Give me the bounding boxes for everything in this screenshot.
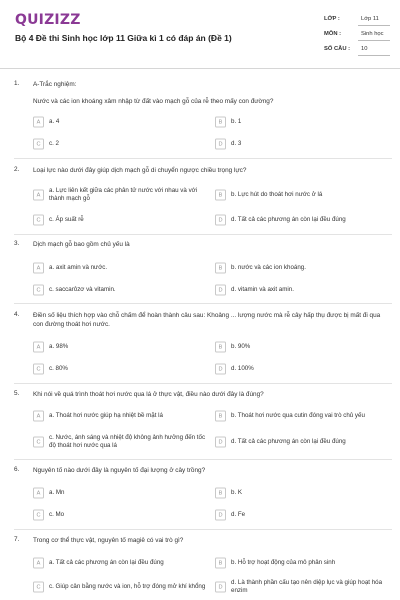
option-text: c. Giúp cân bằng nước và ion, hỗ trợ đóng mở khí khổng — [49, 583, 206, 590]
option-letter-box: D — [215, 139, 226, 150]
question-number: 3. — [14, 240, 20, 247]
question-text: Loại lực nào dưới đây giúp dịch mạch gỗ di chuyển ngược chiều trọng lực? — [33, 167, 247, 174]
answer-option-b[interactable] — [215, 340, 393, 354]
question-number: 6. — [14, 466, 20, 473]
option-letter-box: A — [33, 117, 44, 128]
option-text: d. Là thành phần cấu tạo nên diệp lục và giúp hoạt hóa enzim — [231, 579, 383, 594]
option-text: b. 1 — [231, 118, 242, 125]
meta-count-label: SỐ CÂU : — [324, 46, 351, 52]
header-divider — [0, 68, 400, 69]
option-letter-box: C — [33, 510, 44, 521]
question-number: 2. — [14, 166, 20, 173]
option-text: a. Thoát hơi nước giúp hạ nhiệt bề mặt lá — [49, 412, 163, 419]
option-text: b. 90% — [231, 343, 251, 350]
answer-option-c[interactable] — [33, 432, 211, 452]
answer-option-c[interactable] — [33, 577, 211, 597]
meta-subject-label: MÔN : — [324, 31, 342, 37]
question-text: Dịch mạch gỗ bao gồm chủ yếu là — [33, 241, 130, 248]
option-letter-box: B — [215, 117, 226, 128]
option-letter-box: C — [33, 215, 44, 226]
meta-subject-line — [358, 40, 390, 41]
option-text: a. Lực liên kết giữa các phân tử nước với nhau và với thành mạch gỗ — [49, 187, 198, 202]
meta-class-value: Lớp 11 — [361, 16, 379, 22]
option-text: a. Mn — [49, 489, 65, 496]
answer-option-b[interactable] — [215, 409, 393, 423]
answer-option-a[interactable] — [33, 486, 211, 500]
option-letter-box: D — [215, 582, 226, 593]
answer-option-b[interactable] — [215, 115, 393, 129]
meta-class-line — [358, 25, 390, 26]
option-letter-box: C — [33, 364, 44, 375]
option-text: d. Tất cả các phương án còn lại đều đúng — [231, 438, 346, 445]
meta-class-label: LỚP : — [324, 16, 340, 22]
question-divider — [14, 234, 392, 235]
option-letter-box: A — [33, 342, 44, 353]
question-text: Nước và các ion khoáng xâm nhập từ đất vào mạch gỗ của rễ theo mấy con đường? — [33, 98, 274, 105]
option-letter-box: A — [33, 411, 44, 422]
option-letter-box: C — [33, 285, 44, 296]
option-letter-box: C — [33, 437, 44, 448]
option-letter-box: C — [33, 582, 44, 593]
option-text: d. Fe — [231, 511, 246, 518]
answer-option-d[interactable] — [215, 577, 393, 597]
answer-option-d[interactable] — [215, 362, 393, 376]
option-text: d. Tất cả các phương án còn lại đều đúng — [231, 216, 346, 223]
question-text: Khi nói về quá trình thoát hơi nước qua lá ở thực vật, điều nào dưới đây là đúng? — [33, 391, 264, 398]
worksheet-title: Bộ 4 Đề thi Sinh học lớp 11 Giữa kì 1 có đáp án (Đề 1) — [15, 33, 232, 43]
option-text: c. saccarôzơ và vitamin. — [49, 286, 116, 293]
option-letter-box: B — [215, 488, 226, 499]
answer-option-a[interactable] — [33, 409, 211, 423]
option-text: c. 80% — [49, 365, 68, 372]
answer-option-d[interactable] — [215, 137, 393, 151]
option-letter-box: B — [215, 558, 226, 569]
question-divider — [14, 529, 392, 530]
answer-option-c[interactable] — [33, 508, 211, 522]
answer-option-c[interactable] — [33, 213, 211, 227]
option-text: b. Hỗ trợ hoạt động của mô phân sinh — [231, 559, 336, 566]
option-letter-box: A — [33, 488, 44, 499]
option-text: a. 4 — [49, 118, 60, 125]
answer-option-b[interactable] — [215, 556, 393, 570]
answer-option-a[interactable] — [33, 115, 211, 129]
answer-option-d[interactable] — [215, 432, 393, 452]
option-text: d. 3 — [231, 140, 242, 147]
question-divider — [14, 383, 392, 384]
option-text: a. axit amin và nước. — [49, 264, 108, 271]
option-letter-box: A — [33, 263, 44, 274]
option-letter-box: A — [33, 190, 44, 201]
answer-option-c[interactable] — [33, 283, 211, 297]
question-text: Trong cơ thể thực vật, nguyên tố magiê có vai trò gì? — [33, 537, 184, 544]
option-text: b. Thoát hơi nước qua cutin đóng vai trò chủ yếu — [231, 412, 365, 419]
answer-option-d[interactable] — [215, 508, 393, 522]
option-text: c. 2 — [49, 140, 59, 147]
question-number: 1. — [14, 80, 20, 87]
option-letter-box: A — [33, 558, 44, 569]
question-number: 5. — [14, 390, 20, 397]
option-text: b. Lực hút do thoát hơi nước ở lá — [231, 191, 323, 198]
answer-option-b[interactable] — [215, 261, 393, 275]
meta-subject-value: Sinh học — [361, 31, 384, 37]
option-letter-box: C — [33, 139, 44, 150]
question-text: Nguyên tố nào dưới đây là nguyên tố đại lượng ở cây trồng? — [33, 467, 206, 474]
answer-option-c[interactable] — [33, 137, 211, 151]
answer-option-b[interactable] — [215, 185, 393, 205]
option-text: a. Tất cả các phương án còn lại đều đúng — [49, 559, 164, 566]
answer-option-c[interactable] — [33, 362, 211, 376]
option-letter-box: D — [215, 510, 226, 521]
option-text: a. 98% — [49, 343, 69, 350]
answer-option-a[interactable] — [33, 261, 211, 275]
option-letter-box: B — [215, 342, 226, 353]
answer-option-a[interactable] — [33, 185, 211, 205]
option-text: c. Áp suất rễ — [49, 216, 84, 223]
question-number: 7. — [14, 536, 20, 543]
answer-option-b[interactable] — [215, 486, 393, 500]
option-text: b. nước và các ion khoáng. — [231, 264, 306, 271]
meta-count-line — [358, 55, 390, 56]
question-text: Điền số liệu thích hợp vào chỗ chấm để hoàn thành câu sau: Khoảng ... lượng nước mà rễ cây hấp thụ được bị mất đi qua con đường thoát hơi nước. — [33, 312, 381, 328]
question-divider — [14, 158, 392, 159]
question-number: 4. — [14, 311, 20, 318]
option-letter-box: D — [215, 285, 226, 296]
option-letter-box: B — [215, 263, 226, 274]
option-text: d. 100% — [231, 365, 254, 372]
option-letter-box: B — [215, 190, 226, 201]
meta-count-value: 10 — [361, 46, 368, 52]
option-text: c. Nước, ánh sáng và nhiệt độ không ảnh hưởng đến tốc độ thoát hơi nước qua lá — [49, 434, 206, 449]
question-divider — [14, 303, 392, 304]
answer-option-a[interactable] — [33, 556, 211, 570]
option-text: c. Mo — [49, 511, 65, 518]
option-letter-box: D — [215, 364, 226, 375]
option-letter-box: D — [215, 437, 226, 448]
quizizz-logo: QUIZIZZ — [15, 12, 81, 28]
question-text: A-Trắc nghiệm: — [33, 81, 77, 88]
option-text: b. K — [231, 489, 243, 496]
worksheet-header — [0, 0, 400, 62]
option-text: d. vitamin và axit amin. — [231, 286, 294, 293]
option-letter-box: D — [215, 215, 226, 226]
option-letter-box: B — [215, 411, 226, 422]
answer-option-d[interactable] — [215, 213, 393, 227]
answer-option-d[interactable] — [215, 283, 393, 297]
answer-option-a[interactable] — [33, 340, 211, 354]
question-divider — [14, 459, 392, 460]
